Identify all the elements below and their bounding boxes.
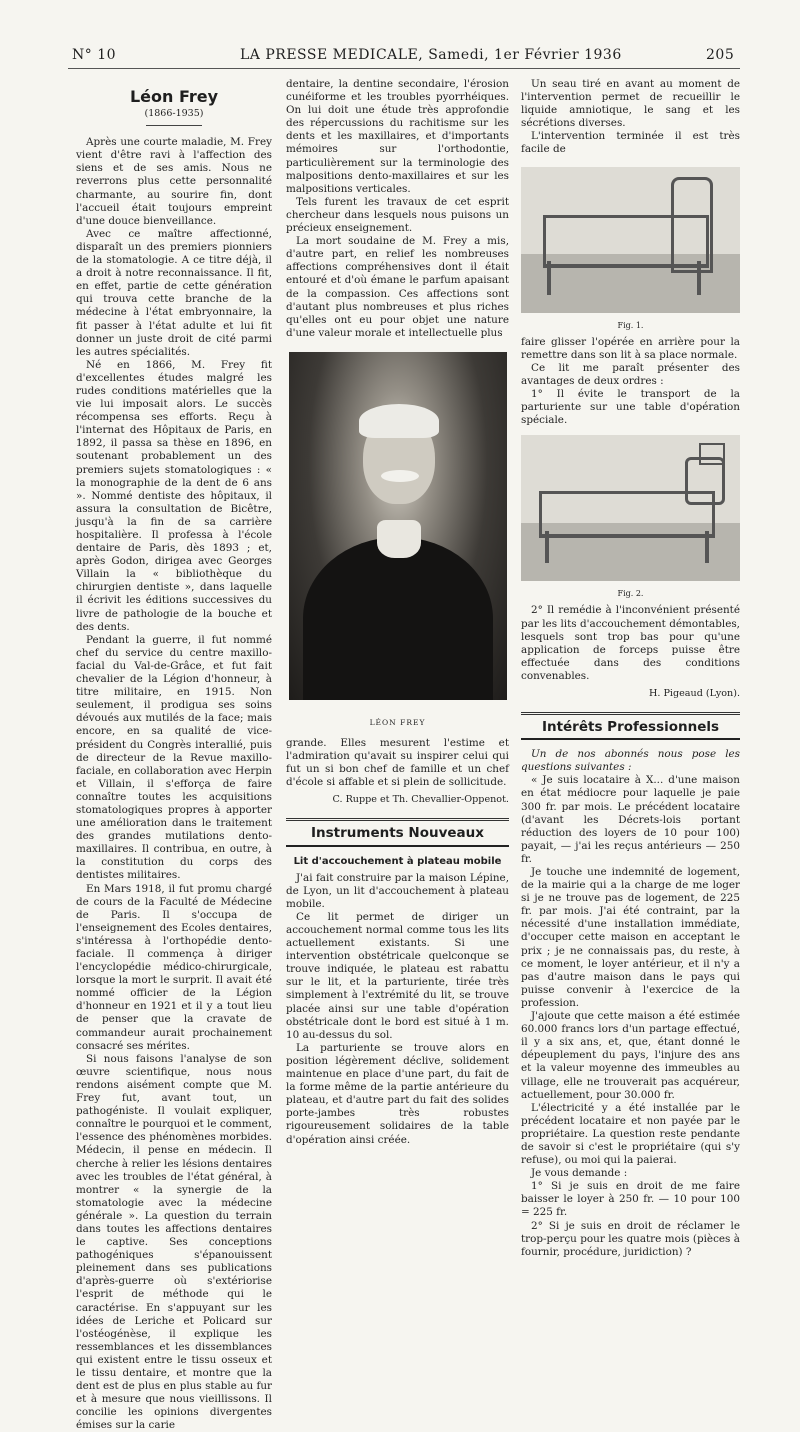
- obituary-paragraph: Né en 1866, M. Frey fit d'excellentes études malgré les rudes conditions matérielles que la vie lui imposait alors. Le succès récompensa ses efforts. Reçu à l'internat des Hôpitaux de Paris, en 1892, il passa sa thèse en 1896, en soutenant probablement un des premiers sujets stomatologiques : « la monographie de la dent de 6 ans ». Nommé dentiste des hôpitaux, il assura la consultation de Bicêtre, jusqu'à la fin de sa carrière hospitalière. Il professa à l'école dentaire de Paris, dès 1893 ; et, après Godon, dirigea avec Georges Villain la « bibliothèque du chirurgien dentiste », dans laquelle il écrivit les éditions successives du livre de pathologie de la bouche et des dents.: [76, 358, 272, 633]
- obituary-closing: grande. Elles mesurent l'estime et l'admiration qu'avait su inspirer celui qui fut un si bon chef de famille et un chef d'école si affable et si plein de sollicitude.: [286, 736, 509, 789]
- obituary-paragraph: Si nous faisons l'analyse de son œuvre scientifique, nous nous rendons aisément compte que M. Frey fut, avant tout, un pathogéniste. Il voulait expliquer, connaître le pourquoi et le comment, l'essence des phénomènes morbides. Médecin, il pense en médecin. Il cherche à relier les lésions dentaires avec les troubles de l'état général, à montrer « la synergie de la stomatologie avec la médecine générale ». La question du terrain dans toutes les affections dentaires le captive. Ses conceptions pathogéniques s'épanouissent pleinement dans ses publications d'après-guerre où s'extériorise l'esprit de méthode qui le caractérise. En s'appuyant sur les idées de Leriche et Policard sur l'ostéogénèse, il explique les ressemblances et les dissemblances qui existent entre le tissu osseux et le tissu dentaire, et montre que la dent est de plus en plus stable au fur et à mesure que nous vieillissons. Il concilie les opinions divergentes émises sur la carie: [76, 1052, 272, 1432]
- obituary-paragraph: En Mars 1918, il fut promu chargé de cours de la Faculté de Médecine de Paris. Il s'occupa de l'enseignement des Ecoles dentaires, s'intéressa à l'orthopédie dento-faciale. Il commença à diriger l'encyclopédie médico-chirurgicale, lorsque la mort le surprit. Il avait été nommé officier de la Légion d'honneur en 1921 et il y a tout lieu de penser que la cravate de commandeur aurait prochainement consacré ses mérites.: [76, 882, 272, 1052]
- article-paragraph: L'intervention terminée il est très facile de: [521, 130, 740, 156]
- article-paragraph: faire glisser l'opérée en arrière pour la remettre dans son lit à sa place normale.: [521, 335, 740, 361]
- issue-number: N° 10: [72, 47, 117, 63]
- article-paragraph: 1° Il évite le transport de la parturiente sur une table d'opération spéciale.: [521, 388, 740, 427]
- portrait-photo: [289, 352, 507, 700]
- obituary-paragraph: Après une courte maladie, M. Frey vient d'être ravi à l'affection des siens et de ses amis. Nous ne reverrons plus cette personnalité charmante, au sourire fin, dont l'accueil était toujours empreint d'une douce bienveillance.: [76, 136, 272, 227]
- article-signature: H. Pigeaud (Lyon).: [648, 687, 740, 699]
- interets-paragraph: J'ajoute que cette maison a été estimée 60.000 francs lors d'un partage effectué, il y a six ans, et, que, étant donné le dépeuplement du pays, l'injure des ans et la valeur moyenne des immeubles au village, elle ne trouverait pas acquéreur, actuellement, pour 30.000 fr.: [521, 1010, 740, 1101]
- column-middle: [286, 78, 509, 1147]
- interets-section-title: Intérêts Professionnels: [541, 719, 720, 736]
- figure-2-caption: Fig. 2.: [617, 589, 644, 599]
- header-rule: [68, 68, 740, 69]
- obituary-paragraph: Avec ce maître affectionné, disparaît un des premiers pionniers de la stomatologie. A ce titre déjà, il a droit à notre reconnaissance. Il fit, en effet, partie de cette génération qui trouva cette branche de la médecine à l'état embryonnaire, la fit passer à l'état adulte et lui fit donner un juste droit de cité parmi les autres spécialités.: [76, 227, 272, 358]
- figure-1-caption: Fig. 1.: [617, 320, 644, 330]
- article-paragraph: 2° Il remédie à l'inconvénient présenté par les lits d'accouchement démontables, lesquels sont trop bas pour qu'une application de forceps puisse être effectuée dans des conditions convenables.: [521, 604, 740, 682]
- article-title: Lit d'accouchement à plateau mobile: [293, 855, 502, 867]
- obituary-dates: (1866-1935): [144, 108, 204, 120]
- interets-paragraph: 1° Si je suis en droit de me faire baisser le loyer à 250 fr. — 10 pour 100 = 225 fr.: [521, 1180, 740, 1219]
- article-paragraph: La parturiente se trouve alors en position légèrement déclive, solidement maintenue en place d'une part, du fait de la forme même de la partie antérieure du plateau, et d'autre part du fait des solides porte-jambes très robustes rigoureusement solidaires de la table d'opération ainsi créée.: [286, 1041, 509, 1146]
- section-rule: [521, 738, 740, 740]
- interets-intro: Un de nos abonnés nous pose les questions suivantes :: [521, 748, 740, 774]
- interets-paragraph: L'électricité y a été installée par le précédent locataire et non payée par le propriétaire. La question reste pendante de savoir si c'est le propriétaire (qui s'y refuse), ou moi qui la paierai.: [521, 1101, 740, 1167]
- article-paragraph: J'ai fait construire par la maison Lépine, de Lyon, un lit d'accouchement à plateau mobile.: [286, 871, 509, 910]
- obituary-signature: C. Ruppe et Th. Chevallier-Oppenot.: [332, 794, 509, 806]
- interets-paragraph: Je touche une indemnité de logement, de la mairie qui a la charge de me loger si je ne trouve pas de logement, de 225 fr. par mois. J'ai été contraint, par la nécessité d'une installation immédiate, d'occuper cette maison en acceptant le prix ; je ne connaissais pas, du reste, à ce moment, le loyer antérieur, et il n'y a pas d'autre maison dans le pays qui puisse convenir à l'exercice de la profession.: [521, 866, 740, 1009]
- title-rule: [146, 125, 202, 126]
- interets-paragraph: « Je suis locataire à X... d'une maison en état médiocre pour laquelle je paie 300 fr. par mois. Le précédent locataire (d'avant les Décrets-lois portant réduction des loyers de 10 pour 100) payait, — j'ai les reçus antérieurs — 250 fr.: [521, 774, 740, 865]
- masthead-title: LA PRESSE MEDICALE, Samedi, 1er Février 1936: [240, 47, 622, 63]
- instruments-section-title: Instruments Nouveaux: [311, 825, 484, 842]
- obituary-paragraph: dentaire, la dentine secondaire, l'érosion cunéiforme et les troubles pyorrhéiques. On lui doit une étude très approfondie des répercussions du rachitisme sur les dents et les maxillaires, et d'importants mémoires sur l'orthodontie, particulièrement sur la terminologie des malpositions dento-maxillaires et sur les malpositions verticales.: [286, 78, 509, 195]
- interets-paragraph: 2° Si je suis en droit de réclamer le trop-perçu pour les quatre mois (pièces à fournir, procédure, juridiction) ?: [521, 1219, 740, 1258]
- page-number: 205: [706, 47, 735, 63]
- article-paragraph: Ce lit permet de diriger un accouchement normal comme tous les lits actuellement existants. Si une intervention obstétricale quelconque se trouve indiquée, le plateau est rabattu sur le lit, et la parturiente, tirée très simplement à l'extrémité du lit, se trouve placée ainsi sur une table d'opération obstétricale dont le bord est situé à 1 m. 10 au-dessus du sol.: [286, 910, 509, 1041]
- section-divider: [286, 818, 509, 821]
- section-rule: [286, 845, 509, 847]
- figure-2-bed-photo: [521, 435, 740, 581]
- obituary-title: Léon Frey: [129, 87, 219, 106]
- article-paragraph: Un seau tiré en avant au moment de l'intervention permet de recueillir le liquide amniotique, le sang et les sécrétions diverses.: [521, 78, 740, 130]
- obituary-paragraph: Pendant la guerre, il fut nommé chef du service du centre maxillo-facial du Val-de-Grâce, et fut fait chevalier de la Légion d'honneur, à titre militaire, en 1915. Non seulement, il prodigua ses soins dévoués aux mutilés de la face; mais encore, en sa qualité de vice-président du Congrès interallié, puis de directeur de la Revue maxillo-faciale, en collaboration avec Herpin et Villain, il s'efforça de faire connaître toutes les acquisitions stomatologiques propres à apporter une amélioration dans le traitement des grandes mutilations dento-maxillaires. Il contribua, en outre, à la constitution du corps des dentistes militaires.: [76, 633, 272, 882]
- section-divider: [521, 712, 740, 715]
- column-left: [76, 78, 272, 1432]
- obituary-paragraph: Tels furent les travaux de cet esprit chercheur dans lesquels nous puisons un précieux enseignement.: [286, 195, 509, 235]
- article-paragraph: Ce lit me paraît présenter des avantages de deux ordres :: [521, 361, 740, 387]
- photo-caption: LÉON FREY: [369, 717, 426, 727]
- figure-1-bed-photo: [521, 167, 740, 313]
- obituary-paragraph: La mort soudaine de M. Frey a mis, d'autre part, en relief les nombreuses affections compréhensives dont il était entouré et d'où émane le parfum apaisant de la compassion. Ces affections sont d'autant plus nombreuses et plus riches qu'elles ont eu pour objet une nature d'une valeur morale et intellectuelle plus: [286, 235, 509, 339]
- interets-paragraph: Je vous demande :: [531, 1167, 628, 1180]
